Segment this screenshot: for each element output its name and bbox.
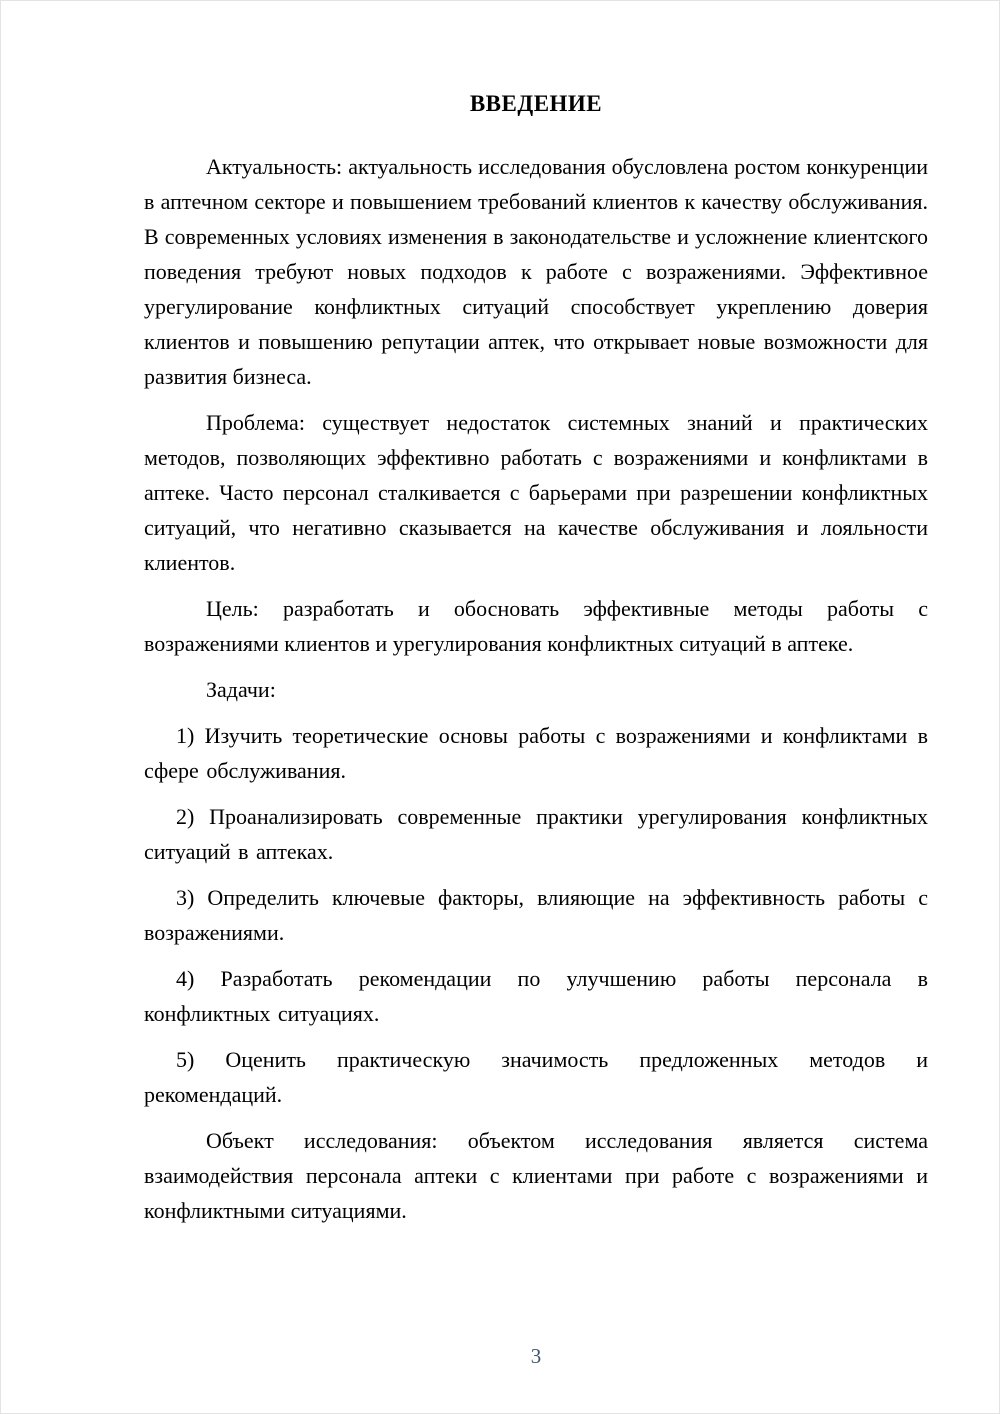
paragraph-problem: Проблема: существует недостаток системных знаний и практических методов, позволяющих эффективно работать с возражениями и конфликтами в аптеке. Часто персонал сталкивается с барьерами при разрешении конфликтных ситуаций, что негативно сказывается на качестве обслуживания и лояльности клиентов. bbox=[144, 410, 928, 575]
task-item-5: 5) Оценить практическую значимость предложенных методов и рекомендаций. bbox=[144, 1047, 928, 1107]
task-item-3: 3) Определить ключевые факторы, влияющие на эффективность работы с возражениями. bbox=[144, 885, 928, 945]
paragraph-relevance: Актуальность: актуальность исследования обусловлена ростом конкуренции в аптечном секторе и повышением требований клиентов к качеству обслуживания. В современных условиях изменения в законодательстве и усложнение клиентского поведения требуют новых подходов к работе с возражениями. Эффективное урегулирование конфликтных ситуаций способствует укреплению доверия клиентов и повышению репутации аптек, что открывает новые возможности для развития бизнеса. bbox=[144, 154, 928, 389]
task-item-2: 2) Проанализировать современные практики урегулирования конфликтных ситуаций в аптеках. bbox=[144, 804, 928, 864]
task-item-1: 1) Изучить теоретические основы работы с возражениями и конфликтами в сфере обслуживания. bbox=[144, 723, 928, 783]
paragraph-research-object: Объект исследования: объектом исследования является система взаимодействия персонала аптеки с клиентами при работе с возражениями и конфликтными ситуациями. bbox=[144, 1128, 928, 1223]
tasks-heading: Задачи: bbox=[206, 677, 276, 702]
page-number: 3 bbox=[530, 1344, 542, 1368]
paragraph-goal: Цель: разработать и обосновать эффективные методы работы с возражениями клиентов и урегулирования конфликтных ситуаций в аптеке. bbox=[144, 596, 928, 656]
task-item-4: 4) Разработать рекомендации по улучшению работы персонала в конфликтных ситуациях. bbox=[144, 966, 928, 1026]
document-title: ВВЕДЕНИЕ bbox=[469, 91, 603, 116]
